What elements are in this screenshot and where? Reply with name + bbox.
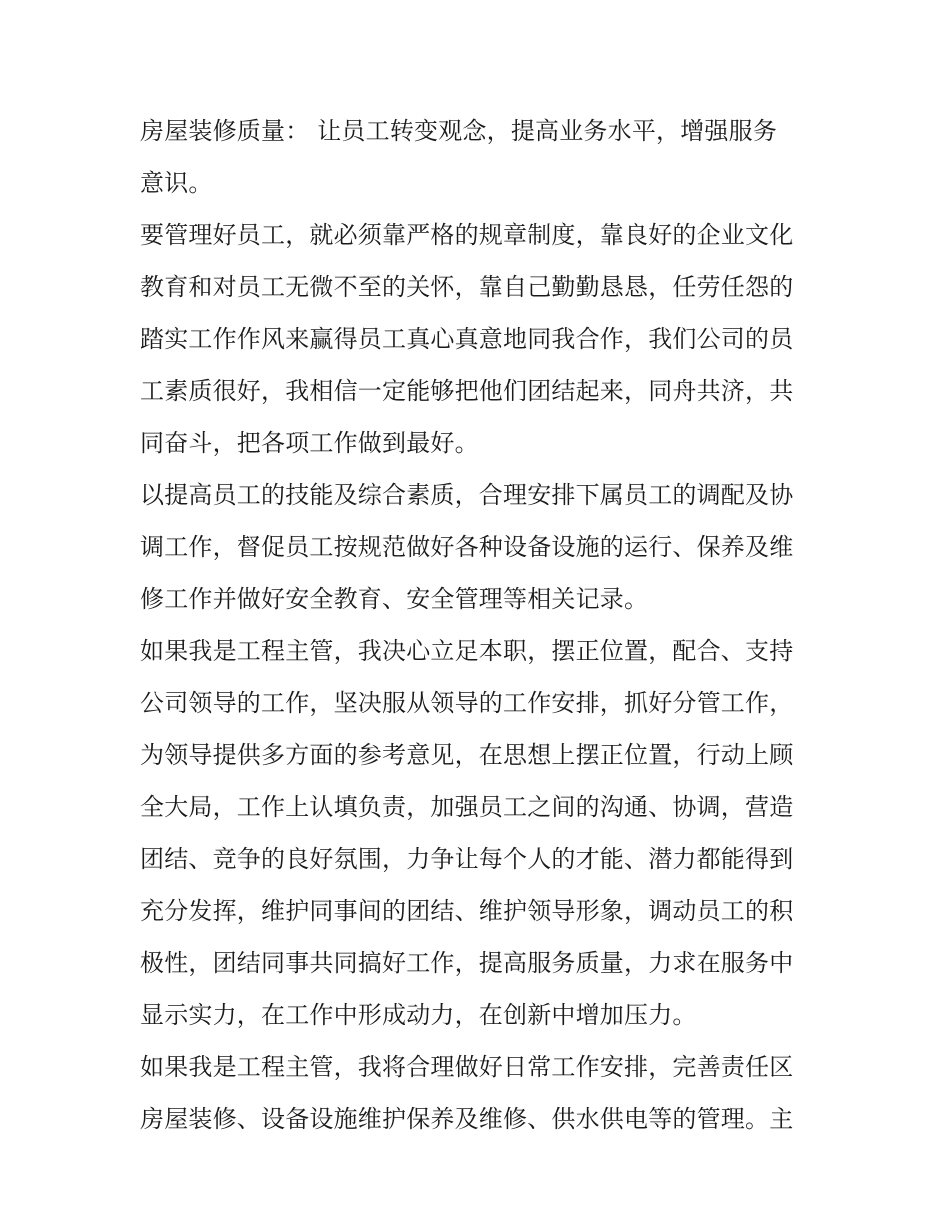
text-line: 充分发挥，维护同事间的团结、维护领导形象，调动员工的积 <box>140 897 794 925</box>
text-line: 调工作，督促员工按规范做好各种设备设施的运行、保养及维 <box>140 533 794 561</box>
text-line: 工素质很好，我相信一定能够把他们团结起来，同舟共济，共 <box>140 377 794 405</box>
document-body <box>140 105 820 1145</box>
text-line: 团结、竞争的良好氛围，力争让每个人的才能、潜力都能得到 <box>140 845 794 873</box>
text-line: 极性，团结同事共同搞好工作，提高服务质量，力求在服务中 <box>140 949 794 977</box>
text-line: 房屋装修质量： 让员工转变观念，提高业务水平，增强服务 <box>140 117 778 145</box>
text-line: 如果我是工程主管，我将合理做好日常工作安排，完善责任区 <box>140 1053 794 1081</box>
text-line: 意识。 <box>140 169 213 197</box>
text-line: 公司领导的工作，坚决服从领导的工作安排，抓好分管工作， <box>140 689 794 717</box>
text-line: 显示实力，在工作中形成动力，在创新中增加压力。 <box>140 1001 697 1029</box>
text-line: 房屋装修、设备设施维护保养及维修、供水供电等的管理。主 <box>140 1105 794 1133</box>
text-line: 如果我是工程主管，我决心立足本职，摆正位置，配合、支持 <box>140 637 794 665</box>
text-line: 全大局，工作上认填负责，加强员工之间的沟通、协调，营造 <box>140 793 794 821</box>
text-line: 教育和对员工无微不至的关怀，靠自己勤勤恳恳，任劳任怨的 <box>140 273 794 301</box>
text-line: 踏实工作作风来赢得员工真心真意地同我合作，我们公司的员 <box>140 325 794 353</box>
text-line: 要管理好员工，就必须靠严格的规章制度，靠良好的企业文化 <box>140 221 794 249</box>
text-line: 为领导提供多方面的参考意见，在思想上摆正位置，行动上顾 <box>140 741 794 769</box>
text-line: 修工作并做好安全教育、安全管理等相关记录。 <box>140 585 649 613</box>
text-line: 以提高员工的技能及综合素质，合理安排下属员工的调配及协 <box>140 481 794 509</box>
text-line: 同奋斗，把各项工作做到最好。 <box>140 429 479 457</box>
